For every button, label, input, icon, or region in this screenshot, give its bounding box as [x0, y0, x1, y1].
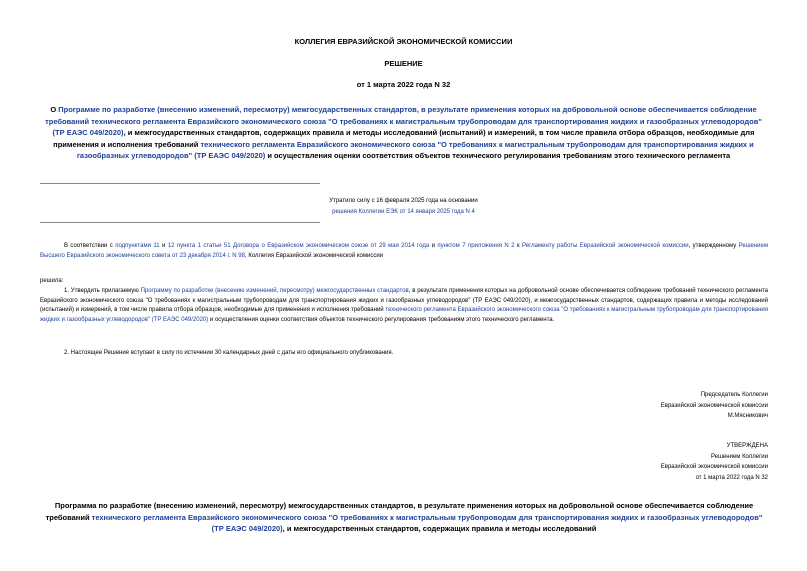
approved-heading: УТВЕРЖДЕНА: [726, 443, 768, 449]
signature-org: Евразийской экономической комиссии: [660, 402, 768, 409]
preamble-text: , Коллегия Евразийской экономической комиссии: [244, 252, 384, 259]
preamble-text: и: [429, 243, 438, 249]
signature-block: [661, 390, 768, 422]
program-title-text: Программа по разработке (внесению изменений, пересмотру) межгосударственных стандартов, в результате применения которых на добровольной основе обеспечивается соблюдение требований: [45, 501, 754, 522]
link-program[interactable]: Программу по разработке (внесению изменений, пересмотру) межгосударственных стандартов: [140, 288, 409, 294]
program-title-text: , и межгосударственных стандартов, содержащих правила и методы исследований: [282, 524, 597, 533]
org-name: КОЛЛЕГИЯ ЕВРАЗИЙСКОЙ ЭКОНОМИЧЕСКОЙ КОМИССИИ: [294, 37, 513, 46]
program-title-link-regulation[interactable]: технического регламента Евразийского экономического союза "О требованиях к магистральным трубопроводам для транспортирования жидких и газообразных углеводородов" (ТР ЕАЭС 049/2020): [91, 512, 763, 533]
expiry-notice: [0, 196, 807, 218]
item-2-paragraph: 2. Настоящее Решение вступает в силу по истечении 30 календарных дней с даты его официального опубликования.: [64, 350, 394, 356]
link-supreme-council-decision[interactable]: Решением Высшего Евразийского экономического совета от 23 декабря 2014 г. N 98: [40, 243, 768, 259]
item-1-text: 1. Утвердить прилагаемую: [64, 288, 141, 294]
divider-bottom: [40, 222, 320, 223]
link-article-51[interactable]: 12 пункта 1 статьи 51: [167, 243, 231, 249]
approved-org: Евразийской экономической комиссии: [660, 464, 768, 470]
decision-title: [40, 104, 767, 162]
title-middle: , и межгосударственных стандартов, содержащих правила и методы исследований (испытаний) и измерений, в том числе правила отбора образцов, необходимые для применения и исполнения требований: [53, 128, 755, 149]
link-subparagraph-11[interactable]: подпунктами 11: [115, 243, 160, 249]
title-suffix: и осуществления оценки соответствия объектов технического регулирования требованиям этого технического регламента: [265, 151, 731, 160]
approved-date: от 1 марта 2022 года N 32: [695, 474, 768, 481]
preamble-text: , утвержденному: [688, 243, 739, 249]
program-title: [40, 500, 768, 535]
doc-type: РЕШЕНИЕ: [384, 59, 423, 68]
expiry-notice-text: Утратило силу с 16 февраля 2025 года на основании: [329, 198, 478, 204]
preamble-text: и: [159, 243, 168, 249]
resolved-label: решила:: [40, 278, 64, 284]
doc-date: от 1 марта 2022 года N 32: [356, 80, 451, 89]
item-1-text: , в результате применения которых на добровольной основе обеспечивается соблюдение требований технического регламента Евразийского экономического союза "О требованиях к магистральным трубопроводам для транспортирования жидких и газообразных углеводородов" (ТР ЕАЭС 049/2020), и межгосударственных стандартов, содержащих правила и методы исследований (испытаний) и измерений, в том числе правила отбора образцов, необходимые для применения и исполнения требований: [40, 288, 769, 314]
approved-by: Решением Коллегии: [711, 453, 768, 460]
preamble-text: к: [514, 243, 523, 249]
signature-name: М.Мясникович: [727, 413, 768, 419]
item-1-paragraph: [40, 287, 768, 325]
divider-top: [40, 183, 320, 184]
approved-block: [661, 441, 768, 483]
item-1-text: и осуществления оценки соответствия объектов технического регулирования требованиям этого технического регламента.: [208, 316, 555, 323]
link-technical-regulation[interactable]: технического регламента Евразийского экономического союза "О требованиях к магистральным трубопроводам для транспортирования жидких и газообразных углеводородов" (ТР ЕАЭС 049/2020): [40, 307, 768, 323]
title-link-regulation[interactable]: технического регламента Евразийского экономического союза "О требованиях к магистральным трубопроводам для транспортирования жидких и газообразных углеводородов" (ТР ЕАЭС 049/2020): [76, 139, 754, 160]
title-link-program[interactable]: Программе по разработке (внесению изменений, пересмотру) межгосударственных стандартов, в результате применения которых на добровольной основе обеспечивается соблюдение требований технического регламента Евразийского экономического союза "О требованиях к магистральным трубопроводам для транспортирования жидких и газообразных углеводородов" (ТР ЕАЭС 049/2020): [45, 105, 762, 137]
link-regulations-commission[interactable]: Регламенту работы Евразийской экономической комиссии: [522, 243, 689, 249]
link-treaty-eaeu[interactable]: Договора о Евразийском экономическом союзе от 29 мая 2014 года: [233, 243, 430, 249]
expiry-notice-link[interactable]: решения Коллегии ЕЭК от 14 января 2025 года N 4: [332, 209, 475, 215]
signature-position: Председатель Коллегии: [700, 392, 768, 398]
preamble-paragraph: [40, 242, 768, 261]
preamble-text: В соответствии с: [64, 243, 116, 249]
link-annex-2-item-7[interactable]: пунктом 7 приложения N 2: [437, 243, 515, 249]
title-prefix: О: [50, 105, 59, 114]
